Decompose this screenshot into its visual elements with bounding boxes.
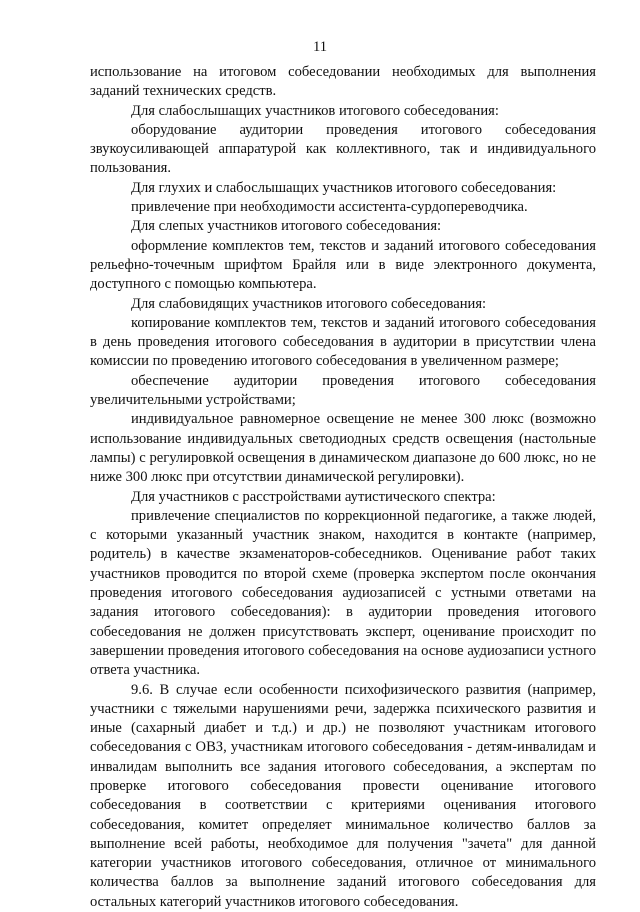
paragraph: Для глухих и слабослышащих участников итогового собеседования: <box>90 179 596 198</box>
paragraph: оборудование аудитории проведения итогового собеседования звукоусиливающей аппаратурой как коллективного, так и индивидуального пользования. <box>90 121 596 179</box>
paragraph: Для слабовидящих участников итогового собеседования: <box>90 295 596 314</box>
paragraph: Для слепых участников итогового собеседования: <box>90 217 596 236</box>
paragraph: привлечение специалистов по коррекционной педагогике, а также людей, с которыми указанный участник знаком, находится в контакте (например, родитель) в качестве экзаменаторов-собеседников. Оценивание работ таких участников проводится по второй схеме (проверка экспертом после окончания проведения итогового собеседования аудиозаписей с устными ответами на задания итогового собеседования): в аудитории проведения итогового собеседования не должен присутствовать эксперт, оценивание происходит по завершении проведения итогового собеседования на основе аудиозаписи устного ответа участника. <box>90 507 596 681</box>
paragraph: копирование комплектов тем, текстов и заданий итогового собеседования в день проведения итогового собеседования в аудитории в присутствии члена комиссии по проведению итогового собеседования в увеличенном размере; <box>90 314 596 372</box>
paragraph: привлечение при необходимости ассистента-сурдопереводчика. <box>90 198 596 217</box>
paragraph: 9.6. В случае если особенности психофизического развития (например, участники с тяжелыми нарушениями речи, задержка психического развития и иные (сахарный диабет и т.д.) и др.) не позволяют участникам итогового собеседования с ОВЗ, участникам итогового собеседования - детям-инвалидам и инвалидам выполнить все задания итогового собеседования, а экспертам по проверке итогового собеседования провести оценивание итогового собеседования в соответствии с критериями оценивания итогового собеседования, комитет определяет минимальное количество баллов за выполнение всей работы, необходимое для получения "зачета" для данной категории участников итогового собеседования, отличное от минимального количества баллов за выполнение заданий итогового собеседования для остальных категорий участников итогового собеседования. <box>90 681 596 912</box>
paragraph: индивидуальное равномерное освещение не менее 300 люкс (возможно использование индивидуальных светодиодных средств освещения (настольные лампы) с регулировкой освещения в динамическом диапазоне до 600 люкс, но не ниже 300 люкс при отсутствии динамической регулировки). <box>90 410 596 487</box>
paragraph: обеспечение аудитории проведения итогового собеседования увеличительными устройствами; <box>90 372 596 411</box>
page-number: 11 <box>0 38 640 57</box>
paragraph: оформление комплектов тем, текстов и заданий итогового собеседования рельефно-точечным шрифтом Брайля или в виде электронного документа, доступного с помощью компьютера. <box>90 237 596 295</box>
paragraph: Для участников с расстройствами аутистического спектра: <box>90 488 596 507</box>
document-body <box>90 63 596 912</box>
paragraph: использование на итоговом собеседовании необходимых для выполнения заданий технических средств. <box>90 63 596 102</box>
paragraph: Для слабослышащих участников итогового собеседования: <box>90 102 596 121</box>
